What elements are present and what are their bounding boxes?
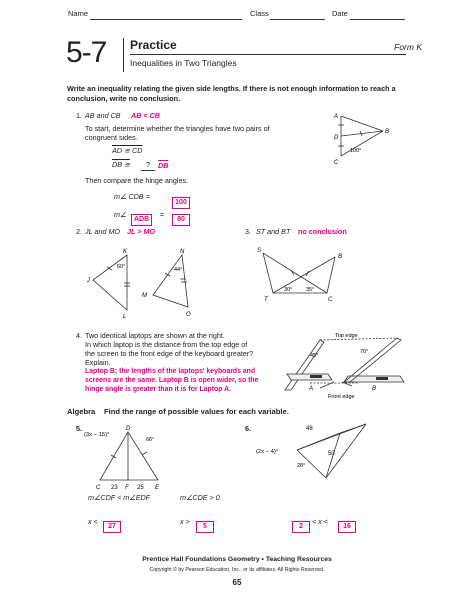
q2-prompt: JL and MO bbox=[85, 227, 121, 236]
q3-label-t: T bbox=[264, 297, 268, 303]
q1-compare: Then compare the hinge angles. bbox=[85, 176, 189, 185]
q5-label-e: E bbox=[155, 485, 160, 491]
q1-angle2-label: m∠ bbox=[114, 210, 127, 219]
q6-lower-box[interactable]: 2 bbox=[292, 515, 310, 533]
q1-congruence-1: AD ≅ CD bbox=[112, 146, 143, 155]
q5-number: 5. bbox=[76, 424, 82, 433]
q4-number: 4. bbox=[76, 331, 82, 340]
q1-congruence-answer: $\overline{DB}$ bbox=[158, 161, 169, 170]
q6-figure bbox=[250, 420, 370, 492]
q2-figure bbox=[85, 245, 200, 320]
q5b-inequality: m∠CDE > 0 bbox=[180, 493, 220, 502]
q1-label-d: D bbox=[334, 135, 339, 141]
q5b-answer-box[interactable]: 5 bbox=[196, 515, 214, 533]
q3-label-b: B bbox=[338, 254, 343, 260]
q4-angle-45: 45° bbox=[310, 353, 319, 359]
q4-answer-2: screens are the same. Laptop B is open wider, so the bbox=[85, 377, 259, 384]
q3-answer: no conclusion bbox=[298, 227, 347, 236]
q5-side-1: 23 bbox=[111, 485, 118, 491]
name-label: Name bbox=[68, 9, 89, 18]
q3-prompt: ST and BT bbox=[256, 227, 291, 236]
q1-congruence-2a: DB ≅ bbox=[112, 160, 131, 169]
q1-line2: congruent sides. bbox=[85, 133, 138, 142]
q6-side-2: 50 bbox=[328, 451, 335, 457]
q4-line-1: Two identical laptops are shown at the right. bbox=[85, 331, 225, 340]
q5-label-c: C bbox=[96, 485, 101, 491]
title-rule bbox=[130, 54, 406, 55]
subtitle: Inequalities in Two Triangles bbox=[130, 58, 237, 68]
q2-angle-1: 60° bbox=[117, 264, 126, 270]
algebra-label: Algebra bbox=[67, 407, 96, 416]
q6-upper-box[interactable]: 16 bbox=[338, 515, 356, 533]
q2-angle-2: 44° bbox=[174, 267, 183, 273]
q1-angle-label: 100° bbox=[350, 148, 362, 154]
q4-label-b: B bbox=[372, 386, 377, 392]
q3-label-s: S bbox=[257, 248, 262, 254]
q1-label-b: B bbox=[385, 129, 390, 135]
q6-expr: (2x − 4)° bbox=[256, 449, 279, 455]
q1-figure bbox=[326, 108, 396, 170]
footer-copyright: Copyright © by Pearson Education, Inc., or its affiliates. All Rights Reserved. bbox=[149, 567, 325, 573]
q2-number: 2. bbox=[76, 227, 82, 236]
q4-line-4: Explain. bbox=[85, 358, 111, 367]
q4-answer-3: hinge angle is greater than it is for Laptop A. bbox=[85, 386, 231, 393]
q4-front-edge-label: Front edge bbox=[328, 394, 355, 400]
q6-number: 6. bbox=[245, 424, 251, 433]
q1-angle2-eq: = bbox=[160, 210, 165, 219]
q3-label-c: C bbox=[328, 297, 333, 303]
q5-label-d: D bbox=[126, 426, 131, 432]
lesson-number: 5-7 bbox=[66, 36, 107, 69]
title-divider bbox=[123, 38, 124, 72]
q5-var: x < bbox=[88, 517, 98, 526]
q5b-var: x > bbox=[180, 517, 190, 526]
q1-label-c: C bbox=[334, 160, 339, 166]
q4-angle-70: 70° bbox=[360, 349, 369, 355]
q2-answer: JL > MO bbox=[127, 227, 156, 236]
q4-answer-1: Laptop B; the lengths of the laptops' keyboards and bbox=[85, 368, 256, 375]
q5-answer-box[interactable]: 27 bbox=[103, 515, 121, 533]
q1-number: 1. bbox=[76, 111, 82, 120]
q4-label-a: A bbox=[309, 386, 314, 392]
q1-angle1-label: m∠ CDB = bbox=[114, 192, 150, 201]
q2-label-m: M bbox=[142, 293, 147, 299]
q6-angle: 28° bbox=[297, 463, 306, 469]
q6-side-1: 48 bbox=[306, 426, 313, 432]
q4-line-2: In which laptop is the distance from the top edge of bbox=[85, 340, 248, 349]
q2-label-l: L bbox=[123, 314, 127, 320]
q6-mid: < x < bbox=[312, 517, 328, 526]
form-label: Form K bbox=[394, 42, 422, 52]
page-number: 65 bbox=[232, 578, 242, 587]
footer-title: Prentice Hall Foundations Geometry • Teaching Resources bbox=[142, 556, 332, 563]
q4-line-3: the screen to the front edge of the keyboard greater? bbox=[85, 349, 254, 358]
q2-label-k: K bbox=[123, 249, 128, 255]
q1-label-a: A bbox=[334, 114, 339, 120]
class-label: Class bbox=[250, 9, 269, 18]
page-title: Practice bbox=[130, 38, 177, 52]
name-field[interactable] bbox=[90, 19, 242, 20]
algebra-text: Find the range of possible values for each variable. bbox=[104, 407, 289, 416]
q5-expr: (3x − 15)° bbox=[84, 432, 110, 438]
q1-answer: AB < CB bbox=[131, 111, 160, 120]
q5-angle: 66° bbox=[146, 437, 155, 443]
q5-label-f: F bbox=[125, 485, 129, 491]
q4-figure bbox=[280, 328, 412, 406]
q1-angle1-box[interactable]: 100 bbox=[172, 191, 190, 209]
q4-top-edge-label: Top edge bbox=[335, 333, 358, 339]
instructions: Write an inequality relating the given side lengths. If there is not enough information to reach a conclusion, write no conclusion. bbox=[67, 84, 396, 103]
q3-angle-2: 35° bbox=[306, 287, 315, 293]
class-field[interactable] bbox=[270, 19, 325, 20]
q2-label-j: J bbox=[87, 278, 90, 284]
q2-label-o: O bbox=[186, 312, 191, 318]
q3-angle-1: 30° bbox=[284, 287, 293, 293]
q2-label-n: N bbox=[180, 249, 185, 255]
q1-angle2-box[interactable]: 80 bbox=[172, 208, 190, 226]
q5-figure bbox=[80, 424, 180, 496]
q1-congruence-blank: ? bbox=[141, 160, 155, 171]
date-label: Date bbox=[332, 9, 348, 18]
q3-figure bbox=[255, 243, 355, 305]
q3-number: 3. bbox=[245, 227, 251, 236]
q5-inequality: m∠CDF < m∠EDF bbox=[88, 493, 151, 502]
q5-side-2: 25 bbox=[137, 485, 144, 491]
q1-angle2-name-box[interactable]: ADB bbox=[131, 208, 152, 226]
q1-prompt: AB and CB bbox=[85, 111, 121, 120]
q1-line1: To start, determine whether the triangles have two pairs of bbox=[85, 124, 270, 133]
date-field[interactable] bbox=[350, 19, 405, 20]
